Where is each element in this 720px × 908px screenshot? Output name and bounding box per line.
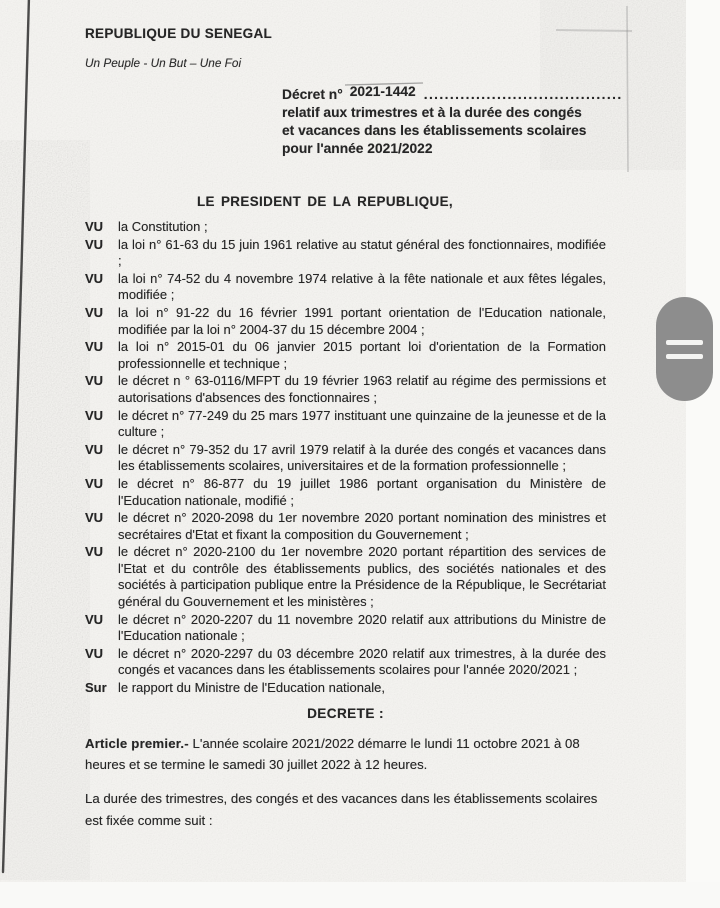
decrete-heading: DECRETE : [307,705,384,721]
vu-item [85,476,606,509]
vu-item-text: le décret n° 77-249 du 25 mars 1977 instituant une quinzaine de la jeunesse et de la culture ; [118,407,606,440]
decree-title-block [282,86,652,158]
country-title: REPUBLIQUE DU SENEGAL [85,26,273,41]
vu-item-label: VU [85,236,104,252]
national-motto: Un Peuple - Un But – Une Foi [85,56,242,70]
vu-item-label: VU [85,645,104,661]
decree-dotted-line: ...................................... [423,87,623,102]
decree-prefix: Décret n° [282,87,343,102]
decree-number: 2021-1442 [349,84,416,99]
vu-item [85,237,606,270]
vu-item-label: VU [85,219,104,234]
vu-item-label: VU [85,475,104,491]
vu-item-label: VU [85,270,104,286]
vu-item-text: le décret n° 2020-2098 du 1er novembre 2020 portant nomination des ministres et secrétaires d'Etat et fixant la composition du Gouvernement ; [118,510,606,542]
vu-item [85,612,606,645]
fast-scroll-handle[interactable] [656,297,713,401]
decree-number-line [282,86,652,104]
vu-list [85,219,606,697]
article-premier-label: Article premier.- [85,736,189,752]
vu-item-label: VU [85,611,104,627]
vu-item-label: VU [85,373,104,389]
president-heading: LE PRESIDENT DE LA REPUBLIQUE, [196,194,454,209]
vu-item-text: la loi n° 91-22 du 16 février 1991 portant orientation de l'Education nationale, modifiée par la loi n° 2004-37 du 15 décembre 2004 ; [118,304,606,337]
vu-item [85,408,606,441]
document-body [85,219,606,846]
vu-item-text: la loi n° 61-63 du 15 juin 1961 relative au statut général des fonctionnaires, modifiée ; [118,236,606,269]
page-left-edge-line [3,0,29,872]
vu-item [85,373,606,406]
vu-item-text: le décret n° 2020-2207 du 11 novembre 2020 relatif aux attributions du Ministre de l'Education nationale ; [118,611,606,644]
vu-item-text: le décret n° 2020-2100 du 1er novembre 2020 portant répartition des services de l'Etat et du contrôle des établissements publics, des sociétés nationales et des sociétés à participation publique entre la Présidence de la République, le Secrétariat général du Gouvernement et les ministères ; [118,544,606,610]
vu-item-text: le décret n ° 63-0116/MFPT du 19 février 1963 relatif au régime des permissions et autorisations d'absences des fonctionnaires ; [118,373,606,405]
top-smudge-line [556,30,632,31]
vu-item-text: la loi n° 74-52 du 4 novembre 1974 relative à la fête nationale et aux fêtes légales, modifiée ; [118,270,606,303]
article-premier-text: L'année scolaire 2021/2022 démarre le lundi 11 octobre 2021 à 08 heures et se termine le samedi 30 juillet 2022 à 12 heures. [85,736,580,773]
vu-item-text: la Constitution ; [118,219,208,234]
vu-item [85,442,606,475]
drag-handle-icon [666,354,703,359]
vu-item [85,271,606,304]
vu-item-text: le décret n° 86-877 du 19 juillet 1986 portant organisation du Ministère de l'Education nationale, modifié ; [118,475,606,508]
vu-item-label: VU [85,407,104,423]
decree-subject-line: et vacances dans les établissements scolaires [282,123,587,138]
vu-item [85,305,606,338]
decree-subject-line: relatif aux trimestres et à la durée des congés [282,105,582,120]
scan-bottom-margin [0,882,720,908]
vu-item [85,339,606,372]
sur-item [85,680,606,697]
vu-item [85,646,606,679]
decree-subject-line: pour l'année 2021/2022 [282,141,433,156]
article-premier-paragraph [85,733,606,775]
scan-right-margin [686,0,720,908]
vu-item-label: VU [85,510,104,526]
vu-item [85,510,606,543]
vu-item-text: le décret n° 2020-2297 du 03 décembre 2020 relatif aux trimestres, à la durée des congés et vacances dans les établissements scolaires pour l'année 2020/2021 ; [118,645,606,678]
document-header [85,26,272,70]
vu-item-label: VU [85,339,104,355]
drag-handle-icon [666,340,703,345]
vu-item [85,544,606,610]
vu-item-text: le décret n° 79-352 du 17 avril 1979 relatif à la durée des congés et vacances dans les établissements scolaires, universitaires et de la formation professionnelle ; [118,441,606,474]
closing-paragraph: La durée des trimestres, des congés et des vacances dans les établissements scolaires est fixée comme suit : [85,791,598,829]
sur-item-text: le rapport du Ministre de l'Education nationale, [118,680,385,696]
vu-item-label: VU [85,304,104,320]
vu-item-label: VU [85,544,104,560]
vu-item [85,219,606,236]
vu-item-text: la loi n° 2015-01 du 06 janvier 2015 portant loi d'orientation de la Formation professionnelle et technique ; [118,339,606,371]
sur-item-label: Sur [85,680,107,696]
vu-item-label: VU [85,441,104,457]
